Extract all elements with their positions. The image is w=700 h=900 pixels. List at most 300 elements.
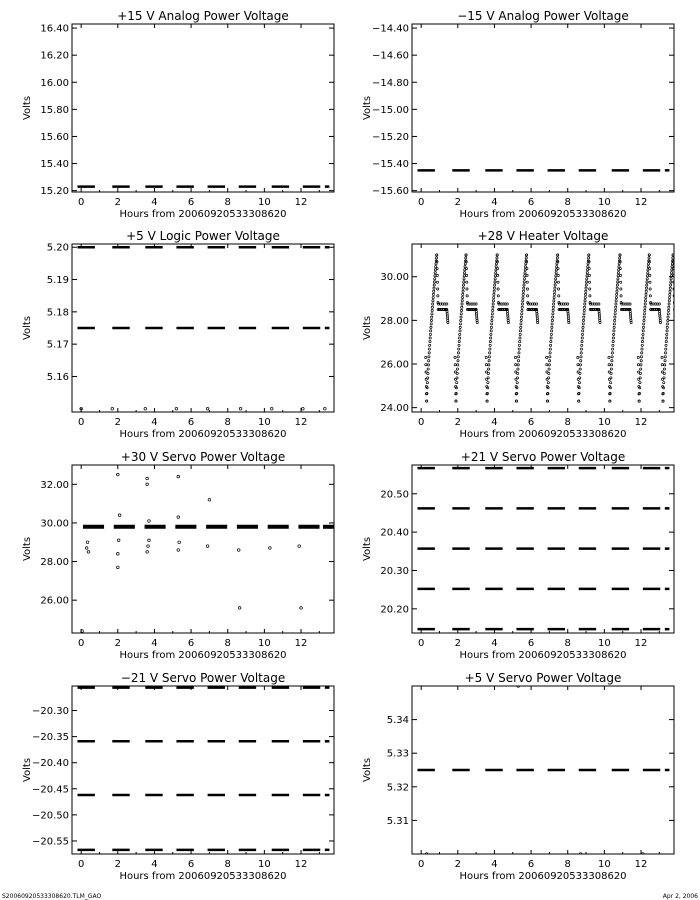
data-point bbox=[682, 308, 684, 310]
data-point bbox=[579, 377, 581, 379]
chart-panel-2 bbox=[362, 9, 674, 220]
data-point bbox=[645, 287, 647, 289]
x-axis-label: Hours from 20060920533308620 bbox=[119, 650, 287, 661]
y-tick-label: −14.40 bbox=[371, 23, 409, 35]
x-tick-label: 6 bbox=[527, 638, 535, 649]
chart-title: +5 V Logic Power Voltage bbox=[126, 229, 280, 243]
data-point bbox=[643, 323, 645, 325]
data-point bbox=[584, 296, 586, 298]
data-point bbox=[430, 319, 432, 321]
data-point bbox=[682, 303, 684, 305]
data-point bbox=[585, 287, 587, 289]
data-point bbox=[519, 330, 521, 332]
plot-frame bbox=[72, 244, 334, 412]
data-point bbox=[554, 281, 556, 283]
data-point bbox=[427, 377, 429, 379]
y-tick-label: 15.20 bbox=[40, 186, 69, 198]
data-point bbox=[589, 288, 591, 290]
data-point bbox=[678, 303, 680, 305]
data-point bbox=[638, 392, 640, 394]
data-point bbox=[436, 267, 438, 269]
data-point bbox=[644, 309, 646, 311]
data-point bbox=[516, 377, 518, 379]
data-point bbox=[457, 364, 459, 366]
data-point bbox=[300, 607, 303, 610]
data-point bbox=[679, 308, 681, 310]
x-tick-label: 8 bbox=[224, 417, 231, 428]
data-point bbox=[683, 317, 685, 319]
x-tick-label: 12 bbox=[634, 859, 648, 870]
data-point bbox=[144, 407, 147, 410]
x-tick-label: 4 bbox=[151, 417, 158, 428]
data-point bbox=[430, 323, 432, 325]
data-point bbox=[642, 330, 644, 332]
x-tick-label: 4 bbox=[491, 859, 498, 870]
x-tick-label: 2 bbox=[454, 197, 461, 208]
data-point bbox=[649, 288, 651, 290]
x-tick-label: 6 bbox=[187, 859, 195, 870]
data-point bbox=[431, 316, 433, 318]
data-point bbox=[609, 400, 611, 402]
data-point bbox=[547, 387, 549, 389]
data-point bbox=[270, 407, 273, 410]
data-point bbox=[582, 319, 584, 321]
data-point bbox=[649, 295, 651, 297]
data-point bbox=[526, 281, 528, 283]
y-axis-label: Volts bbox=[22, 95, 33, 121]
data-point bbox=[599, 321, 601, 323]
data-point bbox=[646, 278, 648, 280]
plot-frame bbox=[412, 686, 674, 854]
data-point bbox=[637, 356, 639, 358]
data-point bbox=[519, 333, 521, 335]
data-point bbox=[431, 309, 433, 311]
data-point bbox=[523, 287, 525, 289]
x-tick-label: 0 bbox=[417, 197, 425, 208]
data-point bbox=[664, 356, 666, 358]
data-point bbox=[585, 281, 587, 283]
data-point bbox=[239, 407, 242, 410]
x-axis-label: Hours from 20060920533308620 bbox=[459, 871, 627, 882]
data-point bbox=[669, 284, 671, 286]
data-point bbox=[611, 356, 613, 358]
data-point bbox=[661, 364, 663, 366]
data-point bbox=[434, 272, 436, 274]
data-point bbox=[577, 364, 579, 366]
data-point bbox=[586, 275, 588, 277]
data-point bbox=[584, 303, 586, 305]
data-point bbox=[642, 333, 644, 335]
x-tick-label: 2 bbox=[454, 417, 461, 428]
data-point bbox=[669, 293, 671, 295]
data-point bbox=[489, 341, 491, 343]
data-point bbox=[432, 296, 434, 298]
data-point bbox=[647, 272, 649, 274]
data-point bbox=[667, 313, 669, 315]
chart-title: −15 V Analog Power Voltage bbox=[457, 9, 629, 23]
chart-title: +5 V Servo Power Voltage bbox=[464, 671, 622, 685]
data-point bbox=[547, 382, 549, 384]
data-point bbox=[550, 344, 552, 346]
data-point bbox=[523, 281, 525, 283]
x-tick-label: 8 bbox=[564, 859, 571, 870]
data-point bbox=[493, 293, 495, 295]
data-point bbox=[514, 356, 516, 358]
data-point bbox=[488, 356, 490, 358]
data-point bbox=[177, 475, 180, 478]
x-tick-label: 10 bbox=[598, 417, 611, 428]
data-point bbox=[683, 319, 685, 321]
data-point bbox=[525, 254, 527, 256]
data-point bbox=[665, 344, 667, 346]
y-axis-label: Volts bbox=[362, 95, 373, 121]
data-point bbox=[447, 321, 449, 323]
data-point bbox=[577, 356, 579, 358]
x-tick-label: 12 bbox=[294, 859, 308, 870]
x-tick-label: 8 bbox=[224, 859, 231, 870]
x-tick-label: 10 bbox=[258, 197, 271, 208]
x-tick-label: 0 bbox=[77, 859, 85, 870]
data-point bbox=[465, 257, 467, 259]
data-point bbox=[609, 392, 611, 394]
data-point bbox=[668, 306, 670, 308]
y-tick-label: −20.45 bbox=[31, 784, 69, 796]
data-point bbox=[497, 288, 499, 290]
y-tick-label: −15.60 bbox=[371, 186, 409, 198]
data-point bbox=[434, 278, 436, 280]
x-tick-label: 4 bbox=[491, 417, 498, 428]
data-point bbox=[619, 267, 621, 269]
data-point bbox=[546, 364, 548, 366]
data-point bbox=[548, 372, 550, 374]
plot-frame bbox=[412, 465, 674, 633]
data-point bbox=[523, 284, 525, 286]
data-point bbox=[459, 330, 461, 332]
data-point bbox=[433, 284, 435, 286]
x-tick-label: 4 bbox=[491, 197, 498, 208]
data-point bbox=[111, 407, 114, 410]
data-point bbox=[639, 372, 641, 374]
data-point bbox=[613, 330, 615, 332]
data-point bbox=[557, 281, 559, 283]
y-tick-label: 16.40 bbox=[40, 23, 69, 35]
data-point bbox=[433, 290, 435, 292]
y-tick-label: −14.60 bbox=[371, 50, 409, 62]
data-point bbox=[426, 382, 428, 384]
data-point bbox=[642, 337, 644, 339]
data-point bbox=[496, 267, 498, 269]
data-point bbox=[551, 319, 553, 321]
data-point bbox=[578, 387, 580, 389]
data-point bbox=[557, 267, 559, 269]
x-axis-label: Hours from 20060920533308620 bbox=[119, 209, 287, 220]
data-point bbox=[641, 348, 643, 350]
data-point bbox=[610, 382, 612, 384]
data-point bbox=[670, 275, 672, 277]
data-point bbox=[488, 368, 490, 370]
data-point bbox=[677, 308, 679, 310]
data-point bbox=[643, 313, 645, 315]
y-tick-label: 28.00 bbox=[380, 315, 409, 327]
y-tick-label: 5.16 bbox=[46, 371, 69, 383]
data-point bbox=[460, 316, 462, 318]
data-point bbox=[537, 321, 539, 323]
data-point bbox=[546, 400, 548, 402]
x-tick-label: 2 bbox=[454, 859, 461, 870]
data-point bbox=[548, 368, 550, 370]
chart-panel-7 bbox=[22, 671, 334, 882]
data-point bbox=[490, 326, 492, 328]
data-point bbox=[553, 293, 555, 295]
data-point bbox=[680, 303, 682, 305]
data-point bbox=[664, 360, 666, 362]
data-point bbox=[298, 545, 301, 548]
data-point bbox=[608, 356, 610, 358]
data-point bbox=[456, 372, 458, 374]
data-point bbox=[552, 316, 554, 318]
data-point bbox=[579, 372, 581, 374]
data-point bbox=[492, 306, 494, 308]
x-tick-label: 12 bbox=[634, 197, 648, 208]
data-point bbox=[643, 319, 645, 321]
x-tick-label: 0 bbox=[77, 197, 85, 208]
footer-date: Apr 2, 2006 bbox=[662, 893, 698, 900]
data-point bbox=[457, 360, 459, 362]
data-point bbox=[583, 313, 585, 315]
data-point bbox=[146, 477, 149, 480]
data-point bbox=[493, 296, 495, 298]
data-point bbox=[611, 352, 613, 354]
data-marks bbox=[417, 685, 669, 856]
data-marks bbox=[77, 688, 329, 850]
data-point bbox=[432, 293, 434, 295]
data-point bbox=[487, 377, 489, 379]
data-point bbox=[462, 290, 464, 292]
data-point bbox=[426, 387, 428, 389]
data-point bbox=[456, 368, 458, 370]
x-axis-label: Hours from 20060920533308620 bbox=[119, 429, 287, 440]
data-point bbox=[436, 281, 438, 283]
data-point bbox=[658, 303, 660, 305]
data-point bbox=[520, 326, 522, 328]
data-point bbox=[487, 387, 489, 389]
data-point bbox=[612, 348, 614, 350]
data-point bbox=[644, 306, 646, 308]
data-point bbox=[425, 356, 427, 358]
data-point bbox=[553, 296, 555, 298]
data-point bbox=[462, 287, 464, 289]
plot-frame bbox=[412, 244, 674, 412]
x-axis-label: Hours from 20060920533308620 bbox=[459, 650, 627, 661]
y-tick-label: 26.00 bbox=[380, 359, 409, 371]
data-point bbox=[85, 547, 88, 550]
data-point bbox=[428, 360, 430, 362]
data-point bbox=[668, 303, 670, 305]
data-point bbox=[489, 348, 491, 350]
footer-filename: S20060920533308620.TLM_GAO bbox=[2, 893, 102, 900]
data-point bbox=[555, 272, 557, 274]
x-tick-label: 6 bbox=[187, 638, 195, 649]
data-point bbox=[551, 330, 553, 332]
data-point bbox=[639, 377, 641, 379]
data-point bbox=[518, 352, 520, 354]
data-point bbox=[553, 300, 555, 302]
x-tick-label: 2 bbox=[114, 417, 121, 428]
data-point bbox=[551, 323, 553, 325]
data-point bbox=[521, 306, 523, 308]
data-point bbox=[667, 319, 669, 321]
y-tick-label: 5.19 bbox=[46, 275, 69, 287]
chart-panel-1 bbox=[22, 9, 334, 220]
x-tick-label: 10 bbox=[598, 859, 611, 870]
y-tick-label: −20.40 bbox=[31, 758, 69, 770]
data-point bbox=[681, 308, 683, 310]
data-point bbox=[669, 287, 671, 289]
x-tick-label: 4 bbox=[151, 638, 158, 649]
y-tick-label: 5.20 bbox=[46, 242, 69, 254]
data-point bbox=[517, 360, 519, 362]
data-point bbox=[640, 356, 642, 358]
data-point bbox=[614, 319, 616, 321]
data-point bbox=[586, 278, 588, 280]
data-point bbox=[457, 356, 459, 358]
data-point bbox=[431, 313, 433, 315]
x-tick-label: 8 bbox=[564, 638, 571, 649]
data-point bbox=[683, 315, 685, 317]
data-point bbox=[648, 254, 650, 256]
y-tick-label: −15.20 bbox=[371, 131, 409, 143]
data-point bbox=[460, 309, 462, 311]
data-point bbox=[526, 274, 528, 276]
data-point bbox=[494, 275, 496, 277]
data-point bbox=[487, 382, 489, 384]
data-point bbox=[583, 306, 585, 308]
y-tick-label: −14.80 bbox=[371, 77, 409, 89]
plot-frame bbox=[412, 24, 674, 192]
data-point bbox=[552, 309, 554, 311]
data-point bbox=[630, 321, 632, 323]
data-point bbox=[598, 303, 600, 305]
data-point bbox=[463, 278, 465, 280]
data-point bbox=[208, 498, 211, 501]
data-point bbox=[455, 400, 457, 402]
data-point bbox=[476, 321, 478, 323]
data-point bbox=[555, 275, 557, 277]
data-point bbox=[460, 313, 462, 315]
data-point bbox=[557, 274, 559, 276]
data-point bbox=[646, 284, 648, 286]
data-point bbox=[670, 272, 672, 274]
data-point bbox=[175, 407, 178, 410]
x-tick-label: 2 bbox=[114, 638, 121, 649]
data-point bbox=[426, 400, 428, 402]
y-tick-label: 26.00 bbox=[40, 595, 69, 607]
data-point bbox=[669, 290, 671, 292]
data-point bbox=[679, 308, 681, 310]
y-tick-label: 15.80 bbox=[40, 104, 69, 116]
data-point bbox=[460, 319, 462, 321]
y-axis-label: Volts bbox=[362, 757, 373, 783]
data-point bbox=[583, 309, 585, 311]
data-point bbox=[666, 330, 668, 332]
data-point bbox=[455, 392, 457, 394]
data-point bbox=[663, 382, 665, 384]
data-point bbox=[548, 364, 550, 366]
data-point bbox=[587, 257, 589, 259]
chart-title: −21 V Servo Power Voltage bbox=[120, 671, 286, 685]
data-point bbox=[466, 288, 468, 290]
data-point bbox=[613, 323, 615, 325]
data-point bbox=[466, 281, 468, 283]
data-point bbox=[117, 553, 120, 556]
data-point bbox=[428, 352, 430, 354]
x-tick-label: 12 bbox=[294, 638, 308, 649]
data-point bbox=[548, 360, 550, 362]
data-point bbox=[520, 319, 522, 321]
data-point bbox=[672, 257, 674, 259]
data-point bbox=[488, 364, 490, 366]
data-point bbox=[434, 275, 436, 277]
data-point bbox=[663, 377, 665, 379]
data-point bbox=[86, 541, 89, 544]
data-point bbox=[454, 364, 456, 366]
chart-title: +15 V Analog Power Voltage bbox=[117, 9, 289, 23]
x-axis-label: Hours from 20060920533308620 bbox=[119, 871, 287, 882]
data-point bbox=[549, 356, 551, 358]
data-point bbox=[555, 278, 557, 280]
data-point bbox=[616, 287, 618, 289]
y-axis-label: Volts bbox=[362, 536, 373, 562]
data-point bbox=[588, 274, 590, 276]
data-point bbox=[610, 372, 612, 374]
data-point bbox=[588, 267, 590, 269]
data-point bbox=[516, 387, 518, 389]
x-tick-label: 8 bbox=[224, 638, 231, 649]
data-point bbox=[567, 303, 569, 305]
x-tick-label: 2 bbox=[114, 197, 121, 208]
x-tick-label: 6 bbox=[527, 859, 535, 870]
data-point bbox=[302, 407, 305, 410]
data-point bbox=[486, 400, 488, 402]
data-point bbox=[640, 368, 642, 370]
data-point bbox=[581, 337, 583, 339]
x-axis-label: Hours from 20060920533308620 bbox=[459, 209, 627, 220]
data-point bbox=[457, 352, 459, 354]
data-point bbox=[488, 360, 490, 362]
chart-title: +30 V Servo Power Voltage bbox=[120, 450, 286, 464]
data-point bbox=[463, 272, 465, 274]
data-point bbox=[619, 254, 621, 256]
y-axis-label: Volts bbox=[22, 536, 33, 562]
data-point bbox=[683, 321, 685, 323]
data-point bbox=[522, 290, 524, 292]
y-tick-label: 5.31 bbox=[386, 815, 409, 827]
data-point bbox=[178, 541, 181, 544]
data-point bbox=[663, 372, 665, 374]
data-point bbox=[649, 281, 651, 283]
data-point bbox=[522, 296, 524, 298]
data-point bbox=[581, 341, 583, 343]
data-point bbox=[517, 364, 519, 366]
data-point bbox=[493, 287, 495, 289]
data-point bbox=[568, 321, 570, 323]
y-axis-label: Volts bbox=[22, 757, 33, 783]
chart-panel-5 bbox=[22, 450, 350, 661]
y-tick-label: 5.17 bbox=[46, 339, 69, 351]
data-point bbox=[177, 549, 180, 552]
data-point bbox=[641, 344, 643, 346]
data-point bbox=[490, 330, 492, 332]
